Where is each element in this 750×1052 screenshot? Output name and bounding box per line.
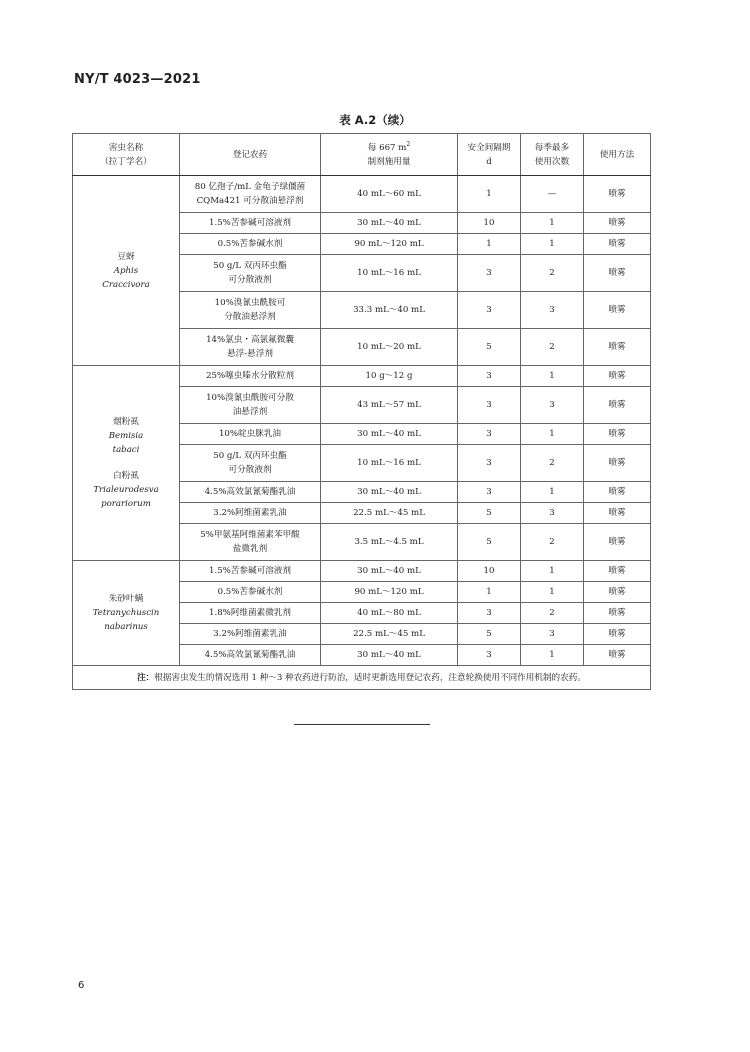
header-interval-label: 安全间隔期 bbox=[467, 142, 511, 153]
max-uses-cell: 3 bbox=[521, 503, 584, 524]
header-row bbox=[73, 134, 651, 176]
max-uses-cell: 1 bbox=[521, 213, 584, 234]
pest-latin-name: Tetranychuscin bbox=[92, 608, 160, 618]
method-cell: 喷雾 bbox=[584, 234, 651, 255]
max-uses-cell: 1 bbox=[521, 234, 584, 255]
table-row bbox=[73, 366, 651, 387]
max-uses-cell: 1 bbox=[521, 645, 584, 666]
dose-cell: 30 mL～40 mL bbox=[321, 424, 458, 445]
table-row bbox=[73, 176, 651, 213]
pesticide-name: 0.5%苦参碱水剂 bbox=[217, 239, 283, 249]
interval-cell: 3 bbox=[458, 366, 521, 387]
interval-cell: 3 bbox=[458, 482, 521, 503]
pesticide-cell bbox=[180, 255, 321, 292]
max-uses-cell: 3 bbox=[521, 292, 584, 329]
method-cell: 喷雾 bbox=[584, 329, 651, 366]
pesticide-cell bbox=[180, 424, 321, 445]
max-uses-cell: 3 bbox=[521, 387, 584, 424]
interval-cell: 1 bbox=[458, 176, 521, 213]
document-id: NY/T 4023—2021 bbox=[74, 72, 201, 87]
method-cell: 喷雾 bbox=[584, 387, 651, 424]
pesticide-cell bbox=[180, 213, 321, 234]
dose-cell: 33.3 mL～40 mL bbox=[321, 292, 458, 329]
method-cell: 喷雾 bbox=[584, 524, 651, 561]
pesticide-name: 可分散液剂 bbox=[228, 275, 272, 285]
pesticide-name: 悬浮-悬浮剂 bbox=[227, 349, 273, 359]
header-pesticide: 登记农药 bbox=[180, 134, 321, 176]
pest-latin-name: Aphis bbox=[113, 265, 139, 276]
interval-cell: 3 bbox=[458, 445, 521, 482]
interval-cell: 3 bbox=[458, 424, 521, 445]
method-cell: 喷雾 bbox=[584, 176, 651, 213]
interval-cell: 3 bbox=[458, 387, 521, 424]
dose-cell: 10 mL～20 mL bbox=[321, 329, 458, 366]
pesticide-cell bbox=[180, 234, 321, 255]
header-dose-label-2: 制剂施用量 bbox=[367, 156, 411, 167]
interval-cell: 5 bbox=[458, 329, 521, 366]
page-number: 6 bbox=[78, 980, 85, 991]
interval-cell: 3 bbox=[458, 255, 521, 292]
pesticide-name: 10%溴氰虫酰胺可 bbox=[214, 298, 286, 308]
end-rule bbox=[294, 724, 430, 725]
method-cell: 喷雾 bbox=[584, 424, 651, 445]
dose-cell: 40 mL～80 mL bbox=[321, 603, 458, 624]
pesticide-table bbox=[72, 133, 651, 690]
method-cell: 喷雾 bbox=[584, 213, 651, 234]
header-interval bbox=[458, 134, 521, 176]
pesticide-cell bbox=[180, 645, 321, 666]
header-pest bbox=[73, 134, 180, 176]
method-cell: 喷雾 bbox=[584, 603, 651, 624]
pesticide-cell bbox=[180, 524, 321, 561]
pesticide-name: 盐微乳剂 bbox=[232, 544, 268, 554]
dose-cell: 40 mL～60 mL bbox=[321, 176, 458, 213]
method-cell: 喷雾 bbox=[584, 445, 651, 482]
method-cell: 喷雾 bbox=[584, 366, 651, 387]
dose-cell: 22.5 mL～45 mL bbox=[321, 503, 458, 524]
dose-cell: 22.5 mL～45 mL bbox=[321, 624, 458, 645]
pesticide-cell bbox=[180, 503, 321, 524]
dose-cell: 10 mL～16 mL bbox=[321, 445, 458, 482]
pesticide-cell bbox=[180, 292, 321, 329]
table-row bbox=[73, 561, 651, 582]
interval-cell: 3 bbox=[458, 603, 521, 624]
interval-cell: 5 bbox=[458, 624, 521, 645]
header-max-label: 每季最多 bbox=[534, 142, 570, 153]
note-label: 注： bbox=[137, 672, 155, 683]
interval-cell: 5 bbox=[458, 524, 521, 561]
max-uses-cell: 1 bbox=[521, 366, 584, 387]
pesticide-name: 3.2%阿维菌素乳油 bbox=[213, 629, 287, 639]
max-uses-cell: 2 bbox=[521, 603, 584, 624]
dose-cell: 90 mL～120 mL bbox=[321, 582, 458, 603]
max-uses-cell: 3 bbox=[521, 624, 584, 645]
pesticide-name: 10%啶虫脒乳油 bbox=[218, 429, 282, 439]
interval-cell: 10 bbox=[458, 213, 521, 234]
pest-common-name: 朱砂叶螨 bbox=[108, 594, 144, 604]
max-uses-cell: 1 bbox=[521, 582, 584, 603]
dose-cell: 30 mL～40 mL bbox=[321, 645, 458, 666]
method-cell: 喷雾 bbox=[584, 561, 651, 582]
pesticide-cell bbox=[180, 603, 321, 624]
pesticide-name: 50 g/L 双丙环虫酯 bbox=[213, 451, 287, 461]
note-text: 根据害虫发生的情况选用 1 种～3 种农药进行防治，适时更新选用登记农药，注意轮换使用不同作用机制的农药。 bbox=[154, 672, 586, 683]
pesticide-name: 10%溴氰虫酰胺可分散 bbox=[206, 393, 294, 403]
pest-name-cell bbox=[73, 366, 180, 561]
pesticide-name: 1.5%苦参碱可溶液剂 bbox=[209, 566, 291, 576]
method-cell: 喷雾 bbox=[584, 482, 651, 503]
interval-cell: 1 bbox=[458, 234, 521, 255]
pesticide-name: 可分散液剂 bbox=[228, 465, 272, 475]
pesticide-cell bbox=[180, 482, 321, 503]
header-dose-sup: 2 bbox=[406, 140, 411, 148]
interval-cell: 3 bbox=[458, 645, 521, 666]
header-pest-label: 害虫名称 bbox=[108, 142, 144, 153]
pesticide-name: 油悬浮剂 bbox=[232, 407, 268, 417]
max-uses-cell: 2 bbox=[521, 329, 584, 366]
interval-cell: 5 bbox=[458, 503, 521, 524]
pesticide-cell bbox=[180, 176, 321, 213]
pest-latin-name: nabarinus bbox=[104, 622, 148, 632]
header-dose-label: 每 667 m bbox=[367, 142, 407, 153]
max-uses-cell: 2 bbox=[521, 445, 584, 482]
pesticide-name: 50 g/L 双丙环虫酯 bbox=[213, 261, 287, 271]
max-uses-cell: 1 bbox=[521, 482, 584, 503]
interval-cell: 10 bbox=[458, 561, 521, 582]
max-uses-cell: — bbox=[521, 176, 584, 213]
pesticide-name: 4.5%高效氯氰菊酯乳油 bbox=[204, 487, 296, 497]
header-method: 使用方法 bbox=[584, 134, 651, 176]
pest-latin-name: Craccivora bbox=[102, 279, 150, 290]
pesticide-name: 14%氯虫・高氯氟微囊 bbox=[206, 335, 294, 345]
method-cell: 喷雾 bbox=[584, 255, 651, 292]
dose-cell: 10 g～12 g bbox=[321, 366, 458, 387]
note-row bbox=[73, 666, 651, 690]
dose-cell: 90 mL～120 mL bbox=[321, 234, 458, 255]
pesticide-name: 1.5%苦参碱可溶液剂 bbox=[209, 218, 291, 228]
pesticide-name: 分散油悬浮剂 bbox=[224, 312, 276, 322]
method-cell: 喷雾 bbox=[584, 645, 651, 666]
dose-cell: 10 mL～16 mL bbox=[321, 255, 458, 292]
pesticide-cell bbox=[180, 582, 321, 603]
method-cell: 喷雾 bbox=[584, 624, 651, 645]
pest-common-name: 烟粉虱 bbox=[113, 417, 139, 427]
pesticide-name: 3.2%阿维菌素乳油 bbox=[213, 508, 287, 518]
header-dose bbox=[321, 134, 458, 176]
header-max-uses bbox=[521, 134, 584, 176]
pesticide-cell bbox=[180, 329, 321, 366]
pesticide-name: CQMa421 可分散油悬浮剂 bbox=[196, 196, 304, 206]
header-max-label-2: 使用次数 bbox=[534, 156, 570, 167]
method-cell: 喷雾 bbox=[584, 292, 651, 329]
max-uses-cell: 2 bbox=[521, 524, 584, 561]
max-uses-cell: 2 bbox=[521, 255, 584, 292]
pest-latin-name: Trialeurodesva bbox=[93, 485, 159, 495]
interval-cell: 3 bbox=[458, 292, 521, 329]
interval-cell: 1 bbox=[458, 582, 521, 603]
pest-common-name: 豆蚜 bbox=[117, 251, 135, 262]
dose-cell: 30 mL～40 mL bbox=[321, 482, 458, 503]
pesticide-cell bbox=[180, 366, 321, 387]
header-interval-unit: d bbox=[486, 156, 492, 167]
pest-latin-name: porariorum bbox=[101, 499, 151, 509]
dose-cell: 30 mL～40 mL bbox=[321, 213, 458, 234]
pesticide-name: 0.5%苦参碱水剂 bbox=[217, 587, 283, 597]
dose-cell: 43 mL～57 mL bbox=[321, 387, 458, 424]
dose-cell: 30 mL～40 mL bbox=[321, 561, 458, 582]
pesticide-name: 5%甲氨基阿维菌素苯甲酸 bbox=[200, 530, 300, 540]
pest-name-cell bbox=[73, 176, 180, 366]
method-cell: 喷雾 bbox=[584, 503, 651, 524]
table-title: 表 A.2（续） bbox=[339, 113, 411, 127]
pesticide-name: 25%噻虫嗪水分散粒剂 bbox=[206, 371, 294, 381]
max-uses-cell: 1 bbox=[521, 424, 584, 445]
note-cell bbox=[73, 666, 651, 690]
pesticide-cell bbox=[180, 445, 321, 482]
pest-name-cell bbox=[73, 561, 180, 666]
dose-cell: 3.5 mL～4.5 mL bbox=[321, 524, 458, 561]
method-cell: 喷雾 bbox=[584, 582, 651, 603]
pesticide-name: 80 亿孢子/mL 金龟子绿僵菌 bbox=[194, 182, 306, 192]
table-body bbox=[73, 176, 651, 690]
pesticide-name: 4.5%高效氯氰菊酯乳油 bbox=[204, 650, 296, 660]
pest-common-name: 白粉虱 bbox=[113, 471, 139, 481]
pesticide-cell bbox=[180, 624, 321, 645]
max-uses-cell: 1 bbox=[521, 561, 584, 582]
pesticide-cell bbox=[180, 387, 321, 424]
pesticide-name: 1.8%阿维菌素微乳剂 bbox=[209, 608, 291, 618]
pesticide-cell bbox=[180, 561, 321, 582]
header-pest-sub: （拉丁学名） bbox=[100, 156, 152, 167]
pest-latin-name: Bemisia bbox=[108, 431, 144, 441]
pest-latin-name: tabaci bbox=[112, 445, 140, 455]
